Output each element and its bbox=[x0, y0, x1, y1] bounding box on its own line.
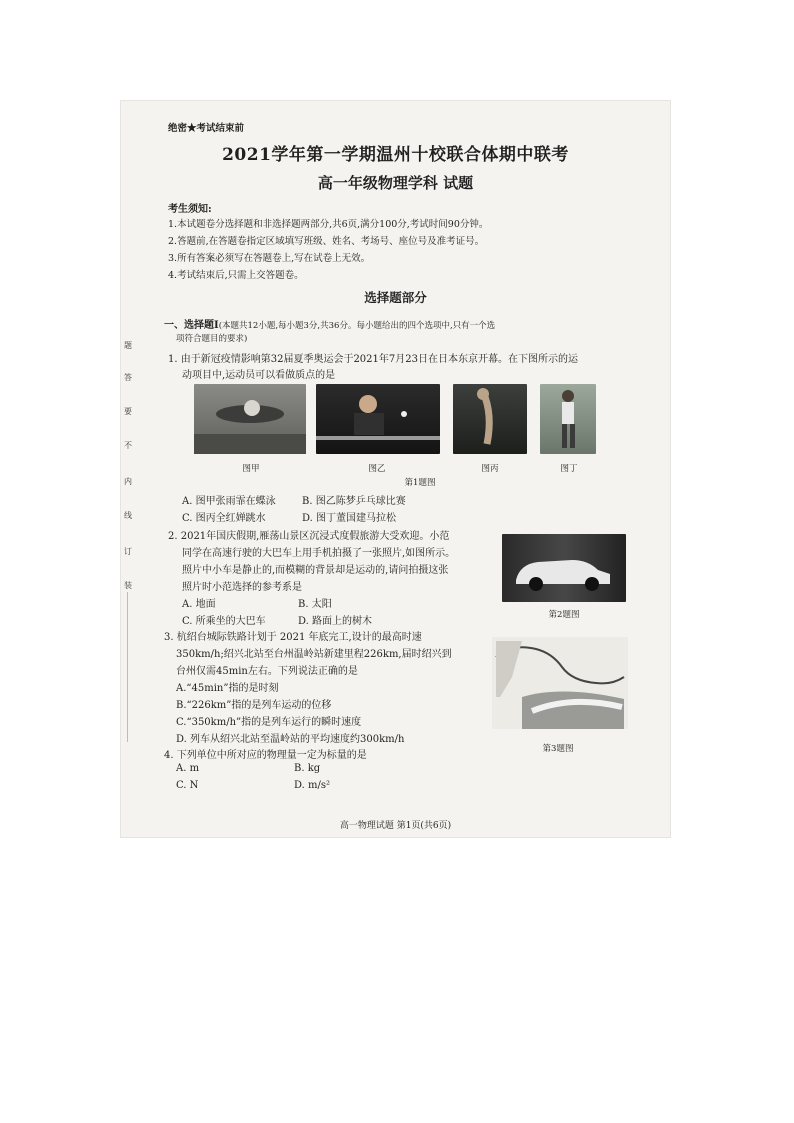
q4-stem: 4. 下列单位中所对应的物理量一定为标量的是 bbox=[164, 750, 367, 761]
q1-figure-caption: 第1题图 bbox=[404, 478, 436, 488]
q1-stem-cont: 动项目中,运动员可以看做质点的是 bbox=[182, 370, 336, 381]
q1-option-d: D. 图丁董国建马拉松 bbox=[302, 513, 397, 524]
runner-figure bbox=[540, 384, 596, 454]
q1-option-a: A. 图甲张雨霏在蝶泳 bbox=[182, 496, 276, 507]
q3-option-c: C.“350km/h”指的是列车运行的瞬时速度 bbox=[176, 717, 362, 728]
q1-option-b: B. 图乙陈梦乒乓球比赛 bbox=[302, 496, 406, 507]
q2-stem: 2. 2021年国庆假期,雁荡山景区沉浸式度假旅游大受欢迎。小范 bbox=[168, 531, 450, 542]
photo-marathon bbox=[540, 384, 596, 454]
q2-stem-cont: 照片时小范选择的参考系是 bbox=[182, 582, 302, 593]
notice-heading: 考生须知: bbox=[168, 204, 212, 215]
section-title: 选择题部分 bbox=[364, 290, 427, 305]
caption-yi: 图乙 bbox=[368, 464, 386, 474]
part-desc: (本题共12小题,每小题3分,共36分。每小题给出的四个选项中,只有一个选 bbox=[218, 321, 496, 331]
q3-stem-cont: 台州仅需45min左右。下列说法正确的是 bbox=[176, 666, 358, 677]
exam-page bbox=[120, 100, 671, 838]
q1-stem: 1. 由于新冠疫情影响第32届夏季奥运会于2021年7月23日在日本东京开幕。在下图所示的运 bbox=[168, 354, 578, 365]
q2-option-b: B. 太阳 bbox=[298, 599, 332, 610]
secret-label: 绝密★考试结束前 bbox=[168, 123, 245, 134]
q4-option-b: B. kg bbox=[294, 763, 321, 774]
caption-jia: 图甲 bbox=[242, 464, 260, 474]
q2-option-a: A. 地面 bbox=[182, 599, 216, 610]
notice-item: 3.所有答案必须写在答题卷上,写在试卷上无效。 bbox=[168, 253, 371, 264]
page-footer: 高一物理试题 第1页(共6页) bbox=[339, 821, 452, 831]
q2-figure-caption: 第2题图 bbox=[548, 610, 580, 620]
table-tennis-figure bbox=[316, 384, 440, 454]
railway-map-figure bbox=[492, 637, 628, 729]
photo-table-tennis bbox=[316, 384, 440, 454]
q3-figure-caption: 第3题图 bbox=[542, 744, 574, 754]
photo-car bbox=[502, 534, 626, 602]
q4-option-a: A. m bbox=[176, 763, 200, 774]
notice-item: 2.答题前,在答题卷指定区域填写班级、姓名、考场号、座位号及准考证号。 bbox=[168, 236, 485, 247]
q3-option-a: A.“45min”指的是时刻 bbox=[176, 683, 279, 694]
binding-margin bbox=[120, 330, 138, 750]
caption-bing: 图丙 bbox=[481, 464, 499, 474]
q2-option-c: C. 所乘坐的大巴车 bbox=[182, 616, 266, 627]
part-label: 一、选择题Ⅰ bbox=[164, 320, 219, 331]
margin-char: 装 bbox=[124, 581, 132, 590]
margin-char: 答 bbox=[124, 373, 132, 382]
diver-figure bbox=[453, 384, 527, 454]
margin-char: 订 bbox=[124, 547, 132, 556]
margin-char: 不 bbox=[124, 441, 132, 450]
margin-char: 要 bbox=[124, 407, 132, 416]
photo-diver bbox=[453, 384, 527, 454]
exam-title: 2021学年第一学期温州十校联合体期中联考 bbox=[222, 145, 569, 165]
car-figure bbox=[502, 534, 626, 602]
margin-char: 题 bbox=[124, 341, 132, 350]
margin-line bbox=[127, 592, 128, 742]
q2-option-d: D. 路面上的树木 bbox=[298, 616, 373, 627]
swimmer-figure bbox=[194, 384, 306, 454]
q2-stem-cont: 同学在高速行驶的大巴车上用手机拍摄了一张照片,如图所示。 bbox=[182, 548, 456, 559]
margin-char: 内 bbox=[124, 477, 132, 486]
notice-item: 4.考试结束后,只需上交答题卷。 bbox=[168, 270, 304, 281]
photo-swimmer bbox=[194, 384, 306, 454]
q4-option-d: D. m/s² bbox=[294, 780, 331, 791]
q3-option-d: D. 列车从绍兴北站至温岭站的平均速度约300km/h bbox=[176, 734, 405, 745]
q1-option-c: C. 图丙全红婵跳水 bbox=[182, 513, 266, 524]
notice-item: 1.本试题卷分选择题和非选择题两部分,共6页,满分100分,考试时间90分钟。 bbox=[168, 219, 489, 230]
q3-option-b: B.“226km”指的是列车运动的位移 bbox=[176, 700, 332, 711]
railway-map bbox=[492, 637, 628, 729]
part-heading bbox=[164, 316, 495, 331]
q3-stem: 3. 杭绍台城际铁路计划于 2021 年底完工,设计的最高时速 bbox=[164, 632, 422, 643]
q3-stem-cont: 350km/h;绍兴北站至台州温岭站新建里程226km,届时绍兴到 bbox=[176, 649, 452, 660]
caption-ding: 图丁 bbox=[560, 464, 578, 474]
part-desc-cont: 项符合题目的要求) bbox=[176, 334, 248, 344]
exam-subtitle: 高一年级物理学科 试题 bbox=[317, 174, 474, 192]
margin-char: 线 bbox=[124, 511, 132, 520]
q2-stem-cont: 照片中小车是静止的,而模糊的背景却是运动的,请问拍摄这张 bbox=[182, 565, 449, 576]
q4-option-c: C. N bbox=[176, 780, 199, 791]
